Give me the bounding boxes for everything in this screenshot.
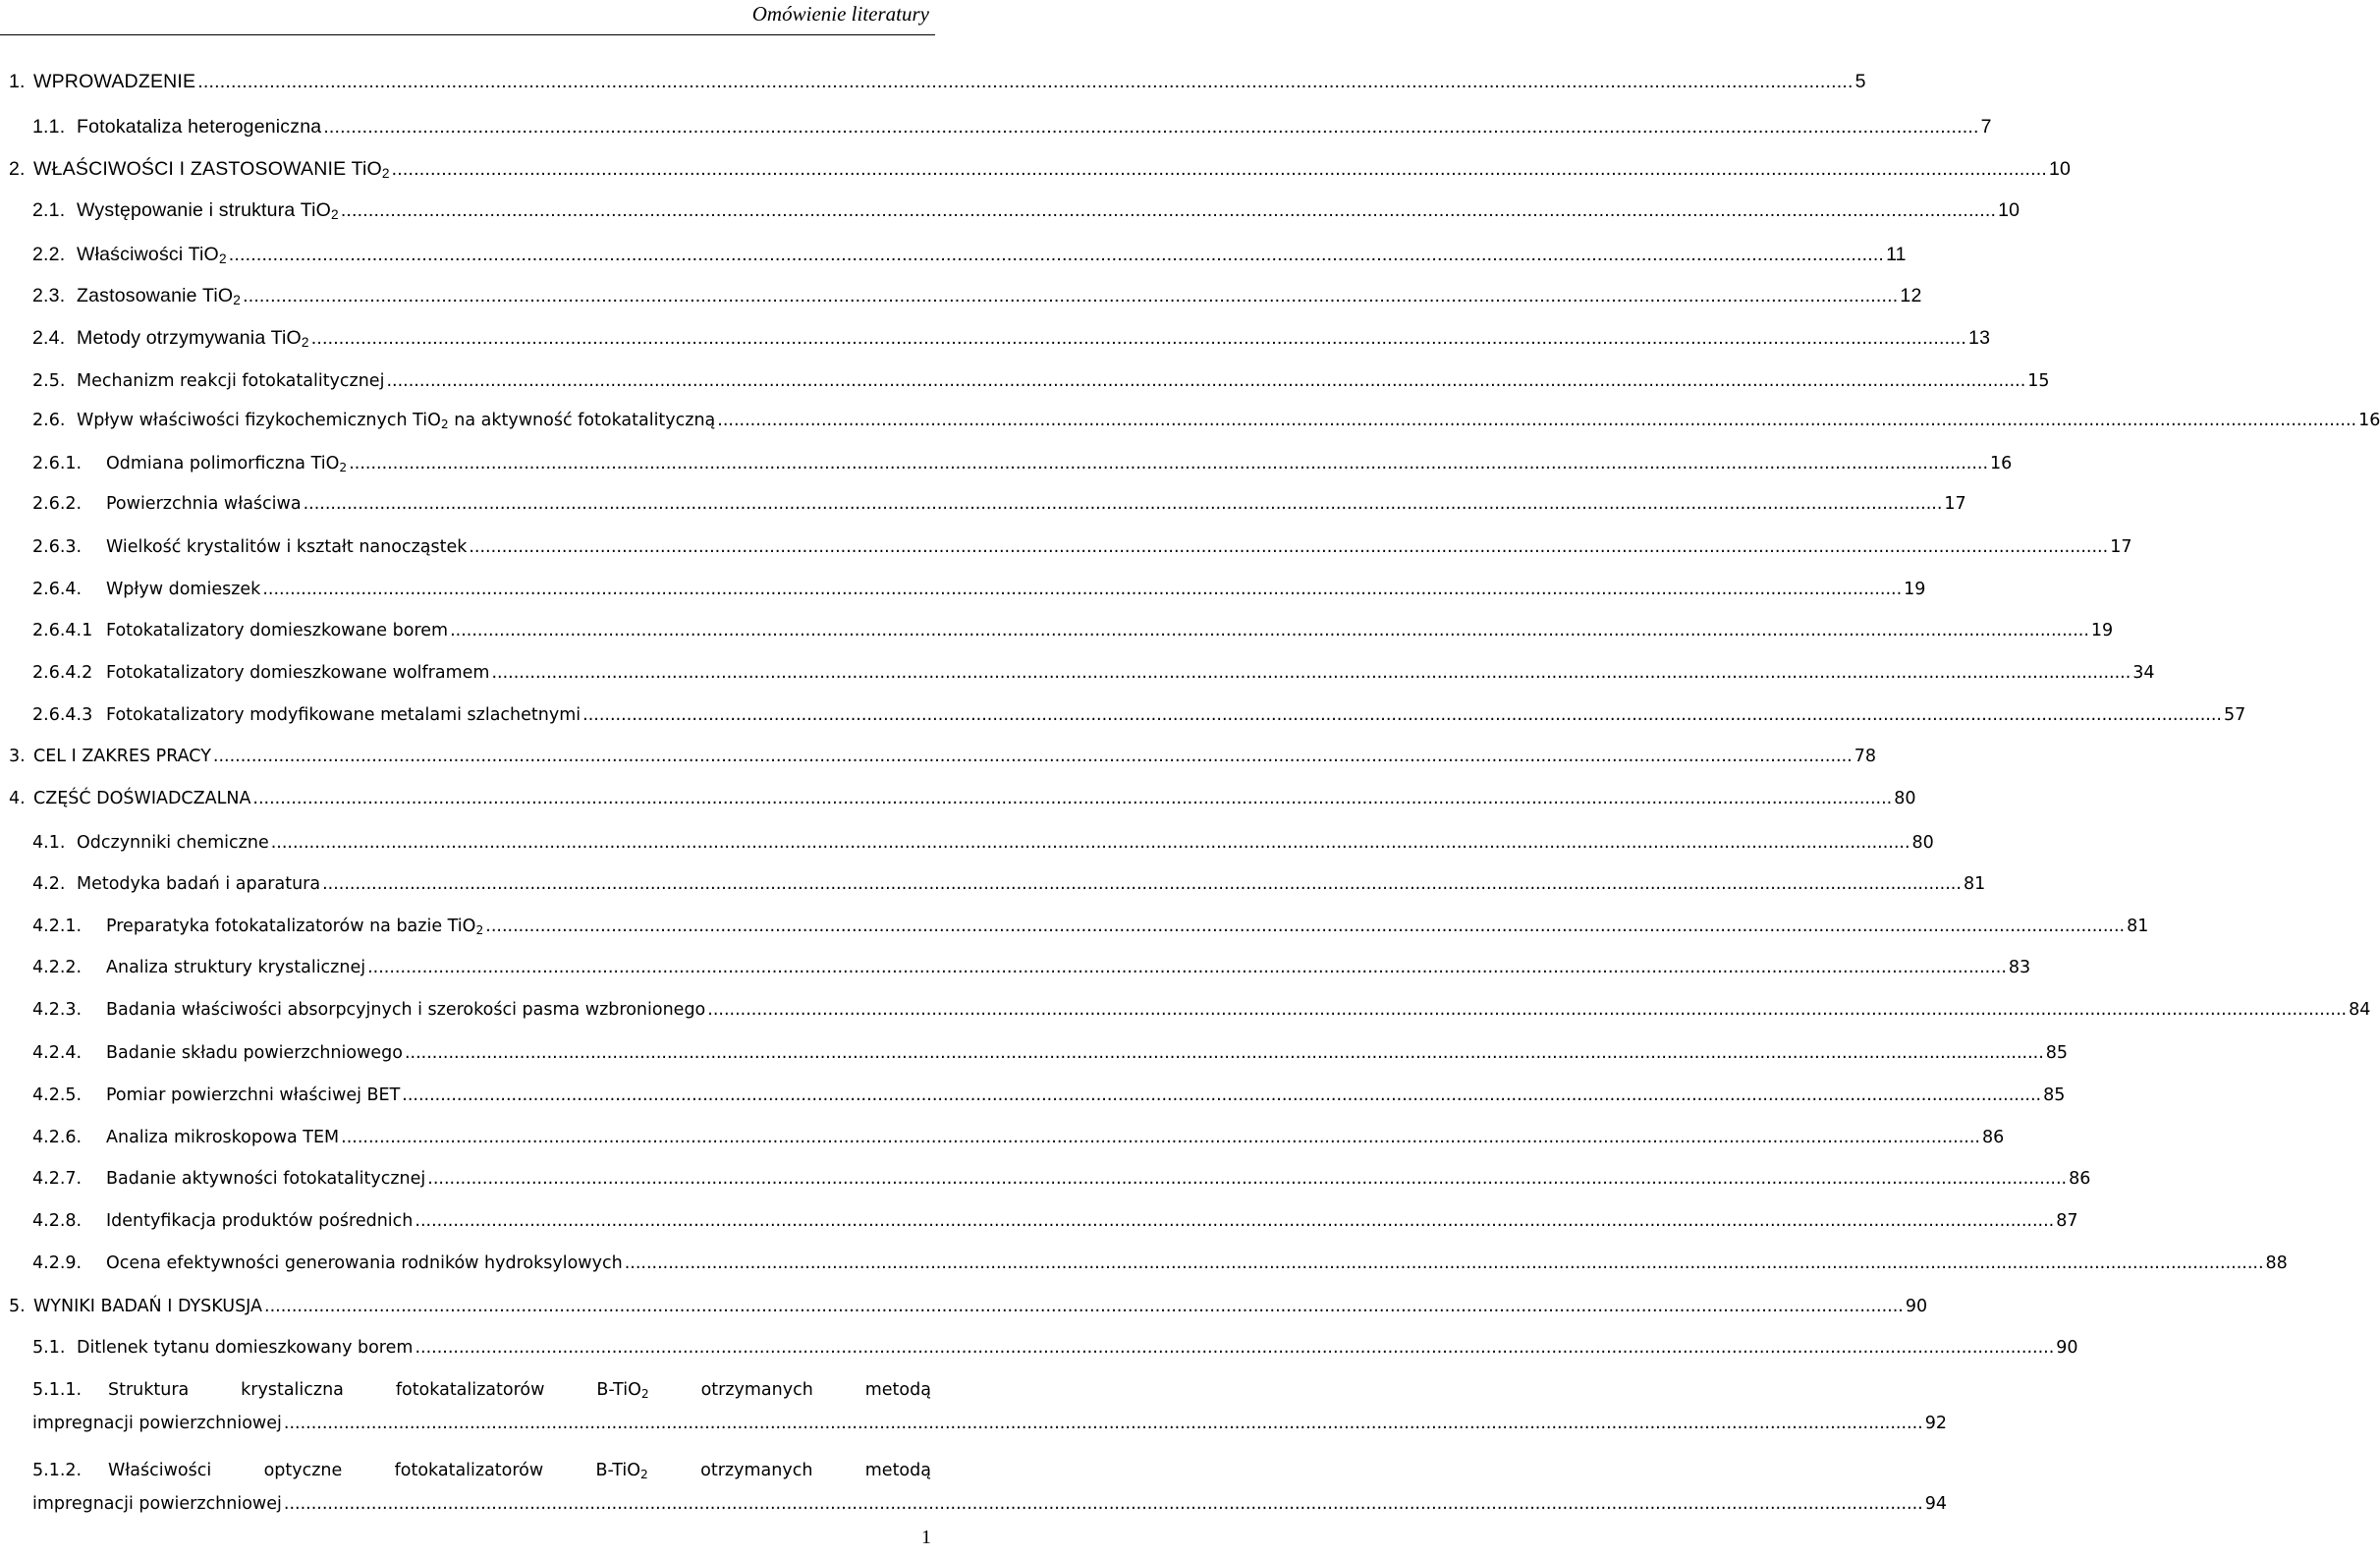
subscript: 2 [475, 923, 484, 937]
toc-entry[interactable] [0, 663, 2155, 696]
toc-entry-page: 15 [2027, 371, 2050, 391]
toc-entry-number: 4.2.6. [32, 1128, 83, 1147]
toc-entry-title-text: Odczynniki chemiczne [77, 833, 269, 853]
dot-leader: ............................................................................................................................................................................................................................................................................................................ [197, 71, 1854, 92]
toc-entry-page: 12 [1900, 285, 1922, 306]
toc-entry-number: 2.6.4.1 [32, 621, 93, 640]
toc-entry-number: 2.6.4. [32, 580, 83, 599]
toc-entry-title-text: na aktywność fotokatalityczną [448, 411, 716, 430]
toc-entry-title-word: krystaliczna [241, 1380, 344, 1400]
toc-entry-title-text: Ocena efektywności generowania rodników hydroksylowych [106, 1253, 623, 1273]
subscript: 2 [339, 461, 348, 474]
toc-entry-page: 17 [1944, 494, 1966, 514]
dot-leader: ............................................................................................................................................................................................................................................................................................................ [386, 371, 2026, 391]
toc-entry-title [106, 494, 302, 514]
toc-entry-title-text: Fotokatalizatory modyfikowane metalami szlachetnymi [106, 705, 581, 725]
toc-entry-number: 1. [9, 71, 26, 92]
running-header: Omówienie literatury [751, 2, 929, 26]
toc-entry-number: 4.2. [32, 874, 66, 894]
toc-entry-number: 2. [9, 158, 26, 180]
toc-entry-title-word: B-TiO$_2$ [596, 1380, 649, 1401]
dot-leader: ............................................................................................................................................................................................................................................................................................................ [391, 158, 2047, 180]
toc-entry-number: 4.2.2. [32, 958, 83, 977]
toc-entry-title-word: optyczne [263, 1461, 343, 1480]
dot-leader: ............................................................................................................................................................................................................................................................................................................ [264, 1297, 1904, 1316]
toc-entry-title [77, 327, 309, 350]
toc-entry-title-word: metodą [864, 1461, 931, 1480]
toc-entry-title [106, 917, 483, 936]
dot-leader: ............................................................................................................................................................................................................................................................................................................ [340, 199, 1997, 221]
subscript: 2 [331, 207, 339, 222]
toc-entry-page: 85 [2045, 1043, 2069, 1063]
toc-entry[interactable] [0, 580, 1926, 613]
dot-leader: ............................................................................................................................................................................................................................................................................................................ [243, 285, 1899, 306]
dot-leader: ............................................................................................................................................................................................................................................................................................................ [283, 1494, 1923, 1514]
toc-entry-page: 19 [1904, 580, 1926, 599]
toc-entry-page: 86 [1981, 1128, 2005, 1147]
toc-entry-page: 85 [2043, 1085, 2066, 1105]
toc-entry-title-text: WŁAŚCIWOŚCI I ZASTOSOWANIE TiO [33, 158, 382, 180]
toc-entry-page: 81 [2127, 917, 2149, 936]
toc-entry-title-text: Odmiana polimorficzna TiO [106, 454, 340, 473]
toc-entry-title-word: Właściwości [108, 1461, 212, 1480]
toc-entry-title-text: Badanie aktywności fotokatalitycznej [106, 1169, 426, 1189]
toc-entry-title-text: Preparatyka fotokatalizatorów na bazie TiO [106, 917, 476, 936]
toc-entry-page: 81 [1963, 874, 1986, 894]
toc-entry[interactable] [0, 1461, 1947, 1529]
toc-entry-page: 83 [2008, 958, 2031, 977]
dot-leader: ............................................................................................................................................................................................................................................................................................................ [415, 1211, 2055, 1231]
toc-entry-title [33, 789, 250, 808]
toc-entry-title-text: Wpływ domieszek [106, 580, 261, 599]
toc-entry[interactable] [0, 285, 1922, 318]
toc-entry-title-text: Występowanie i struktura TiO [77, 199, 332, 221]
toc-entry-page: 7 [1980, 116, 1992, 138]
toc-entry[interactable] [0, 494, 1966, 528]
toc-entry-title [33, 747, 211, 766]
toc-entry-number: 2.6.2. [32, 494, 83, 514]
dot-leader: ............................................................................................................................................................................................................................................................................................................ [491, 663, 2131, 683]
toc-entry-title [77, 199, 339, 222]
toc-entry-number: 4.2.7. [32, 1169, 83, 1189]
toc-entry-title [108, 1380, 931, 1400]
toc-entry[interactable] [0, 1338, 2078, 1371]
toc-entry-title [106, 1211, 413, 1231]
toc-entry-title [106, 580, 260, 599]
toc-entry-title [106, 537, 467, 557]
subscript: 2 [301, 335, 309, 350]
subscript: 2 [640, 1387, 649, 1401]
dot-leader: ............................................................................................................................................................................................................................................................................................................ [349, 454, 1989, 473]
toc-entry-title-text: CEL I ZAKRES PRACY [33, 747, 211, 766]
toc-entry-number: 4.1. [32, 833, 66, 853]
subscript: 2 [233, 293, 242, 307]
toc-entry-title-text: Badanie składu powierzchniowego [106, 1043, 403, 1063]
toc-entry[interactable] [0, 327, 1991, 361]
toc-entry-title [77, 1338, 413, 1358]
toc-entry-title-text: WYNIKI BADAŃ I DYSKUSJA [33, 1297, 263, 1316]
toc-entry-page: 34 [2132, 663, 2155, 683]
toc-entry-title [106, 454, 347, 473]
toc-entry-title-text: Badania właściwości absorpcyjnych i szerokości pasma wzbronionego [106, 1000, 706, 1020]
toc-entry-title-text: Identyfikacja produktów pośrednich [106, 1211, 414, 1231]
toc-entry[interactable] [0, 1297, 1928, 1330]
toc-entry-page: 16 [1990, 454, 2013, 473]
toc-entry-title [33, 71, 195, 93]
toc-entry-title-text: Metody otrzymywania TiO [77, 327, 302, 349]
toc-entry-title-word: metodą [864, 1380, 931, 1400]
toc-entry-title [106, 1169, 425, 1189]
toc-entry[interactable] [0, 747, 1877, 780]
toc-entry[interactable] [0, 244, 1907, 277]
toc-entry-title [77, 833, 269, 853]
dot-leader: ............................................................................................................................................................................................................................................................................................................ [404, 1043, 2044, 1063]
toc-entry-title-text: WPROWADZENIE [33, 71, 196, 92]
toc-entry-title-text: Ditlenek tytanu domieszkowany borem [77, 1338, 414, 1358]
toc-entry-number: 4. [9, 789, 26, 808]
toc-entry-title [77, 244, 227, 266]
dot-leader: ............................................................................................................................................................................................................................................................................................................ [303, 494, 1943, 514]
dot-leader: ............................................................................................................................................................................................................................................................................................................ [341, 1128, 1980, 1147]
dot-leader: ............................................................................................................................................................................................................................................................................................................ [450, 621, 2089, 640]
header-rule [0, 34, 935, 35]
subscript: 2 [218, 251, 227, 266]
toc-entry-page: 88 [2265, 1253, 2288, 1273]
toc-entry-title [106, 958, 365, 977]
toc-entry-title [77, 116, 321, 139]
toc-entry-page: 84 [2349, 1000, 2371, 1020]
toc-entry-title-text: Pomiar powierzchni właściwej BET [106, 1085, 401, 1105]
toc-entry-number: 2.6.4.2 [32, 663, 93, 683]
toc-entry[interactable] [0, 158, 2072, 192]
toc-entry-title-continuation: impregnacji powierzchniowej [32, 1414, 282, 1433]
toc-entry-title [106, 1253, 623, 1273]
toc-entry-title [106, 705, 581, 725]
toc-entry-title [77, 874, 320, 894]
toc-entry-page: 13 [1968, 327, 1991, 349]
dot-leader: ............................................................................................................................................................................................................................................................................................................ [707, 1000, 2348, 1020]
toc-entry[interactable] [0, 71, 1866, 104]
toc-entry-number: 4.2.5. [32, 1085, 83, 1105]
toc-entry[interactable] [0, 705, 2246, 739]
toc-entry-number: 5. [9, 1297, 26, 1316]
dot-leader: ............................................................................................................................................................................................................................................................................................................ [415, 1338, 2055, 1358]
toc-entry-page: 10 [1998, 199, 2020, 221]
toc-entry-page: 10 [2049, 158, 2072, 180]
toc-entry-number: 1.1. [32, 116, 66, 138]
dot-leader: ............................................................................................................................................................................................................................................................................................................ [402, 1085, 2042, 1105]
toc-entry-title [77, 285, 241, 307]
dot-leader: ............................................................................................................................................................................................................................................................................................................ [283, 1414, 1923, 1433]
toc-entry-title-text: Powierzchnia właściwa [106, 494, 302, 514]
dot-leader: ............................................................................................................................................................................................................................................................................................................ [427, 1169, 2068, 1189]
toc-entry-number: 4.2.3. [32, 1000, 83, 1020]
toc-entry[interactable] [0, 833, 1934, 866]
toc-entry-page: 80 [1894, 789, 1916, 808]
dot-leader: ............................................................................................................................................................................................................................................................................................................ [228, 244, 1885, 265]
toc-entry-page: 90 [1905, 1297, 1928, 1316]
dot-leader: ............................................................................................................................................................................................................................................................................................................ [624, 1253, 2264, 1273]
toc-entry-page: 5 [1854, 71, 1866, 92]
toc-entry-title-word: otrzymanych [700, 1461, 813, 1480]
toc-entry-page: 87 [2056, 1211, 2078, 1231]
toc-entry-title-text: Metodyka badań i aparatura [77, 874, 321, 894]
toc-entry-number: 2.5. [32, 371, 66, 391]
toc-entry-title-text: Mechanizm reakcji fotokatalitycznej [77, 371, 385, 391]
toc-entry-page: 17 [2110, 537, 2132, 557]
toc-entry[interactable] [0, 958, 2031, 991]
toc-entry-page: 86 [2069, 1169, 2091, 1189]
toc-entry-title-continuation: impregnacji powierzchniowej [32, 1494, 282, 1514]
toc-entry[interactable] [0, 1043, 2069, 1077]
subscript: 2 [640, 1468, 648, 1481]
toc-entry-page: 92 [1924, 1414, 1947, 1433]
toc-entry-title-word: fotokatalizatorów [395, 1380, 545, 1400]
toc-entry-title [106, 1128, 339, 1147]
toc-entry-number: 2.3. [32, 285, 66, 306]
toc-entry[interactable] [0, 1128, 2005, 1161]
toc-entry[interactable] [0, 371, 2050, 405]
toc-entry-title-text: Fotokatalizatory domieszkowane borem [106, 621, 449, 640]
toc-entry[interactable] [0, 411, 2380, 444]
toc-entry-number: 2.6.3. [32, 537, 83, 557]
toc-entry-page: 16 [2358, 411, 2380, 430]
toc-entry[interactable] [0, 1169, 2091, 1202]
toc-entry[interactable] [0, 1253, 2288, 1287]
toc-entry-title [106, 1000, 705, 1020]
dot-leader: ............................................................................................................................................................................................................................................................................................................ [270, 833, 1910, 853]
toc-entry-number: 2.4. [32, 327, 66, 349]
toc-entry-page: 78 [1854, 747, 1877, 766]
toc-entry-title [33, 1297, 262, 1316]
toc-entry-title-word: fotokatalizatorów [394, 1461, 544, 1480]
toc-entry-title-text: Analiza struktury krystalicznej [106, 958, 366, 977]
toc-entry-number: 4.2.4. [32, 1043, 83, 1063]
toc-entry-page: 90 [2056, 1338, 2078, 1358]
toc-entry-title-text: Zastosowanie TiO [77, 285, 234, 306]
toc-entry[interactable] [0, 537, 2132, 571]
dot-leader: ............................................................................................................................................................................................................................................................................................................ [322, 874, 1962, 894]
dot-leader: ............................................................................................................................................................................................................................................................................................................ [323, 116, 1979, 138]
dot-leader: ............................................................................................................................................................................................................................................................................................................ [717, 411, 2357, 430]
toc-entry-title-text: Właściwości TiO [77, 244, 219, 265]
toc-entry-title [33, 158, 390, 181]
toc-entry-number: 5.1.2. [32, 1461, 83, 1480]
toc-entry-number: 5.1.1. [32, 1380, 83, 1400]
dot-leader: ............................................................................................................................................................................................................................................................................................................ [262, 580, 1903, 599]
toc-entry[interactable] [0, 874, 1986, 908]
dot-leader: ............................................................................................................................................................................................................................................................................................................ [469, 537, 2109, 557]
toc-entry[interactable] [0, 454, 2013, 487]
toc-entry[interactable] [0, 621, 2114, 654]
toc-entry[interactable] [0, 1085, 2066, 1119]
dot-leader: ............................................................................................................................................................................................................................................................................................................ [310, 327, 1967, 349]
toc-entry-page: 57 [2223, 705, 2246, 725]
toc-entry-title-word: otrzymanych [700, 1380, 813, 1400]
toc-entry-title-text: Wielkość krystalitów i kształt nanocząstek [106, 537, 468, 557]
toc-entry-number: 3. [9, 747, 26, 766]
dot-leader: ............................................................................................................................................................................................................................................................................................................ [252, 789, 1893, 808]
toc-entry-title [108, 1461, 931, 1480]
toc-entry-page: 19 [2090, 621, 2114, 640]
toc-entry[interactable] [0, 1211, 2078, 1245]
toc-entry-page: 11 [1886, 244, 1907, 265]
toc-entry-title [77, 371, 384, 391]
toc-entry-page: 80 [1911, 833, 1934, 853]
toc-entry-number: 2.6. [32, 411, 66, 430]
dot-leader: ............................................................................................................................................................................................................................................................................................................ [212, 747, 1853, 766]
toc-entry-page: 94 [1924, 1494, 1947, 1514]
toc-entry-title-text: Wpływ właściwości fizykochemicznych TiO [77, 411, 441, 430]
toc-entry-number: 4.2.9. [32, 1253, 83, 1273]
toc-entry-title [106, 1085, 400, 1105]
toc-entry-number: 4.2.1. [32, 917, 83, 936]
toc-entry-number: 4.2.8. [32, 1211, 83, 1231]
subscript: 2 [381, 166, 390, 181]
subscript: 2 [440, 417, 449, 431]
toc-entry-title-word: Struktura [108, 1380, 190, 1400]
toc-entry[interactable] [0, 1000, 2371, 1033]
dot-leader: ............................................................................................................................................................................................................................................................................................................ [582, 705, 2222, 725]
toc-entry-title-text: Fotokataliza heterogeniczna [77, 116, 322, 138]
toc-entry[interactable] [0, 1380, 1947, 1449]
toc-entry[interactable] [0, 199, 2020, 233]
toc-entry[interactable] [0, 917, 2149, 950]
toc-entry-title [106, 663, 489, 683]
toc-entry-number: 2.2. [32, 244, 66, 265]
toc-entry-number: 2.6.4.3 [32, 705, 93, 725]
toc-entry-number: 2.6.1. [32, 454, 83, 473]
toc-entry[interactable] [0, 789, 1916, 822]
toc-entry-title [77, 411, 715, 430]
toc-entry-title [106, 1043, 403, 1063]
page-number: 1 [921, 1527, 931, 1548]
toc-entry[interactable] [0, 116, 1992, 149]
toc-entry-title-word: B-TiO$_2$ [595, 1461, 648, 1481]
toc-entry-number: 2.1. [32, 199, 66, 221]
toc-entry-title [106, 621, 448, 640]
dot-leader: ............................................................................................................................................................................................................................................................................................................ [485, 917, 2126, 936]
toc-entry-title-text: Fotokatalizatory domieszkowane wolframem [106, 663, 490, 683]
toc-entry-title-text: CZĘŚĆ DOŚWIADCZALNA [33, 789, 251, 808]
toc-entry-title-text: Analiza mikroskopowa TEM [106, 1128, 340, 1147]
dot-leader: ............................................................................................................................................................................................................................................................................................................ [367, 958, 2007, 977]
toc-entry-number: 5.1. [32, 1338, 66, 1358]
